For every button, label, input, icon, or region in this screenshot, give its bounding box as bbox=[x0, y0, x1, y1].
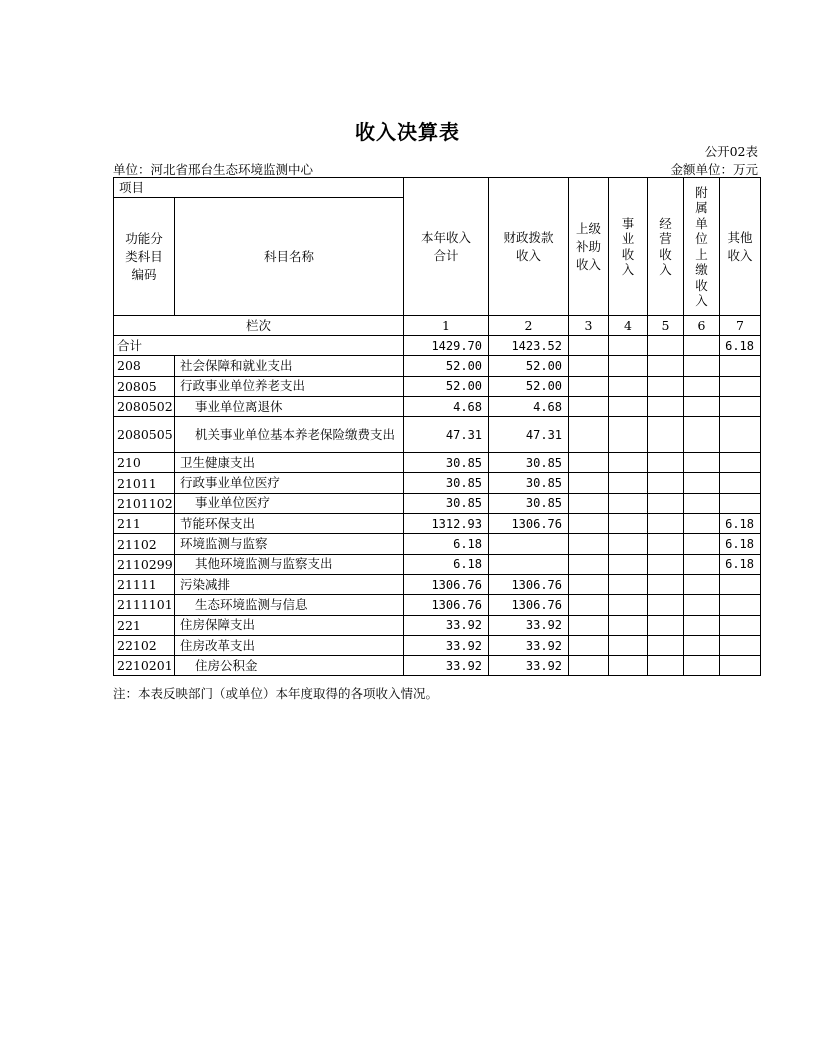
row-business bbox=[609, 615, 648, 635]
header-name: 科目名称 bbox=[175, 198, 404, 316]
table-row bbox=[114, 534, 761, 554]
row-code: 2210201 bbox=[114, 656, 175, 676]
row-business bbox=[609, 534, 648, 554]
row-superior bbox=[569, 615, 609, 635]
row-code: 221 bbox=[114, 615, 175, 635]
row-index-label: 栏次 bbox=[114, 316, 404, 336]
row-operating bbox=[648, 356, 684, 376]
row-operating bbox=[648, 635, 684, 655]
index-4: 4 bbox=[609, 316, 648, 336]
footnote: 注：本表反映部门（或单位）本年度取得的各项收入情况。 bbox=[113, 686, 439, 701]
row-total: 1306.76 bbox=[404, 595, 489, 615]
row-name: 机关事业单位基本养老保险缴费支出 bbox=[175, 417, 404, 453]
row-affiliate bbox=[684, 615, 720, 635]
row-other bbox=[720, 656, 761, 676]
row-name: 住房公积金 bbox=[175, 656, 404, 676]
table-row bbox=[114, 615, 761, 635]
row-other: 6.18 bbox=[720, 514, 761, 534]
row-total: 33.92 bbox=[404, 635, 489, 655]
row-operating bbox=[648, 595, 684, 615]
row-total: 47.31 bbox=[404, 417, 489, 453]
row-name: 污染减排 bbox=[175, 574, 404, 594]
row-total: 6.18 bbox=[404, 534, 489, 554]
table-row bbox=[114, 417, 761, 453]
row-other bbox=[720, 417, 761, 453]
row-operating bbox=[648, 493, 684, 513]
header-col2: 财政拨款收入 bbox=[489, 178, 569, 316]
row-superior bbox=[569, 417, 609, 453]
row-other bbox=[720, 595, 761, 615]
total-label: 合计 bbox=[114, 336, 404, 356]
row-total: 52.00 bbox=[404, 376, 489, 396]
row-operating bbox=[648, 514, 684, 534]
row-superior bbox=[569, 514, 609, 534]
row-code: 2111101 bbox=[114, 595, 175, 615]
row-other bbox=[720, 574, 761, 594]
row-affiliate bbox=[684, 417, 720, 453]
row-code: 22102 bbox=[114, 635, 175, 655]
row-code: 211 bbox=[114, 514, 175, 534]
row-name: 住房改革支出 bbox=[175, 635, 404, 655]
row-superior bbox=[569, 396, 609, 416]
total-row bbox=[114, 336, 761, 356]
table-row bbox=[114, 635, 761, 655]
total-sum: 1429.70 bbox=[404, 336, 489, 356]
income-table bbox=[113, 177, 761, 676]
row-other: 6.18 bbox=[720, 534, 761, 554]
row-code: 210 bbox=[114, 453, 175, 473]
row-superior bbox=[569, 554, 609, 574]
row-name: 事业单位医疗 bbox=[175, 493, 404, 513]
row-total: 30.85 bbox=[404, 453, 489, 473]
row-operating bbox=[648, 554, 684, 574]
table-row bbox=[114, 396, 761, 416]
row-code: 2080505 bbox=[114, 417, 175, 453]
row-total: 1312.93 bbox=[404, 514, 489, 534]
row-total: 30.85 bbox=[404, 493, 489, 513]
row-total: 30.85 bbox=[404, 473, 489, 493]
row-total: 4.68 bbox=[404, 396, 489, 416]
row-total: 33.92 bbox=[404, 656, 489, 676]
row-name: 行政事业单位医疗 bbox=[175, 473, 404, 493]
header-code: 功能分类科目编码 bbox=[114, 198, 175, 316]
header-col4: 事业收入 bbox=[609, 178, 648, 316]
row-affiliate bbox=[684, 554, 720, 574]
row-fiscal: 4.68 bbox=[489, 396, 569, 416]
row-name: 卫生健康支出 bbox=[175, 453, 404, 473]
row-name: 事业单位离退休 bbox=[175, 396, 404, 416]
row-operating bbox=[648, 417, 684, 453]
row-fiscal: 30.85 bbox=[489, 493, 569, 513]
row-fiscal bbox=[489, 534, 569, 554]
row-other bbox=[720, 493, 761, 513]
table-row bbox=[114, 656, 761, 676]
row-business bbox=[609, 453, 648, 473]
row-affiliate bbox=[684, 534, 720, 554]
index-2: 2 bbox=[489, 316, 569, 336]
row-operating bbox=[648, 473, 684, 493]
row-superior bbox=[569, 574, 609, 594]
row-code: 2110299 bbox=[114, 554, 175, 574]
row-superior bbox=[569, 635, 609, 655]
row-superior bbox=[569, 356, 609, 376]
table-row bbox=[114, 453, 761, 473]
row-operating bbox=[648, 534, 684, 554]
row-affiliate bbox=[684, 376, 720, 396]
row-affiliate bbox=[684, 635, 720, 655]
row-affiliate bbox=[684, 473, 720, 493]
header-col1: 本年收入合计 bbox=[404, 178, 489, 316]
row-fiscal: 30.85 bbox=[489, 473, 569, 493]
row-name: 社会保障和就业支出 bbox=[175, 356, 404, 376]
table-row bbox=[114, 493, 761, 513]
row-other: 6.18 bbox=[720, 554, 761, 574]
row-name: 节能环保支出 bbox=[175, 514, 404, 534]
row-operating bbox=[648, 396, 684, 416]
row-other bbox=[720, 473, 761, 493]
row-fiscal: 33.92 bbox=[489, 656, 569, 676]
row-affiliate bbox=[684, 453, 720, 473]
row-code: 2101102 bbox=[114, 493, 175, 513]
row-business bbox=[609, 595, 648, 615]
row-superior bbox=[569, 656, 609, 676]
row-business bbox=[609, 656, 648, 676]
header-col5: 经营收入 bbox=[648, 178, 684, 316]
row-fiscal: 33.92 bbox=[489, 635, 569, 655]
row-business bbox=[609, 396, 648, 416]
row-fiscal: 33.92 bbox=[489, 615, 569, 635]
row-fiscal: 47.31 bbox=[489, 417, 569, 453]
table-row bbox=[114, 376, 761, 396]
row-business bbox=[609, 635, 648, 655]
row-affiliate bbox=[684, 574, 720, 594]
row-business bbox=[609, 493, 648, 513]
row-total: 1306.76 bbox=[404, 574, 489, 594]
row-superior bbox=[569, 473, 609, 493]
index-7: 7 bbox=[720, 316, 761, 336]
header-item: 项目 bbox=[114, 178, 404, 198]
table-row bbox=[114, 595, 761, 615]
index-5: 5 bbox=[648, 316, 684, 336]
row-superior bbox=[569, 493, 609, 513]
row-code: 21111 bbox=[114, 574, 175, 594]
row-affiliate bbox=[684, 595, 720, 615]
row-affiliate bbox=[684, 514, 720, 534]
row-fiscal: 1306.76 bbox=[489, 514, 569, 534]
row-business bbox=[609, 356, 648, 376]
row-total: 6.18 bbox=[404, 554, 489, 574]
row-superior bbox=[569, 595, 609, 615]
total-fiscal: 1423.52 bbox=[489, 336, 569, 356]
row-other bbox=[720, 396, 761, 416]
row-name: 生态环境监测与信息 bbox=[175, 595, 404, 615]
row-other bbox=[720, 635, 761, 655]
row-other bbox=[720, 376, 761, 396]
row-operating bbox=[648, 453, 684, 473]
row-code: 208 bbox=[114, 356, 175, 376]
header-col3: 上级补助收入 bbox=[569, 178, 609, 316]
row-total: 52.00 bbox=[404, 356, 489, 376]
total-other: 6.18 bbox=[720, 336, 761, 356]
row-fiscal: 1306.76 bbox=[489, 595, 569, 615]
row-superior bbox=[569, 534, 609, 554]
row-other bbox=[720, 615, 761, 635]
table-row bbox=[114, 574, 761, 594]
row-superior bbox=[569, 453, 609, 473]
table-row bbox=[114, 356, 761, 376]
row-other bbox=[720, 453, 761, 473]
row-business bbox=[609, 574, 648, 594]
row-fiscal bbox=[489, 554, 569, 574]
row-affiliate bbox=[684, 656, 720, 676]
row-superior bbox=[569, 376, 609, 396]
row-other bbox=[720, 356, 761, 376]
row-code: 21102 bbox=[114, 534, 175, 554]
row-affiliate bbox=[684, 396, 720, 416]
row-operating bbox=[648, 574, 684, 594]
table-row bbox=[114, 514, 761, 534]
row-operating bbox=[648, 615, 684, 635]
row-business bbox=[609, 554, 648, 574]
row-code: 20805 bbox=[114, 376, 175, 396]
row-business bbox=[609, 473, 648, 493]
table-row bbox=[114, 473, 761, 493]
row-name: 其他环境监测与监察支出 bbox=[175, 554, 404, 574]
unit-label: 单位：河北省邢台生态环境监测中心 bbox=[113, 162, 314, 177]
row-total: 33.92 bbox=[404, 615, 489, 635]
row-fiscal: 30.85 bbox=[489, 453, 569, 473]
row-affiliate bbox=[684, 356, 720, 376]
row-name: 环境监测与监察 bbox=[175, 534, 404, 554]
table-row bbox=[114, 554, 761, 574]
row-name: 行政事业单位养老支出 bbox=[175, 376, 404, 396]
row-code: 21011 bbox=[114, 473, 175, 493]
index-1: 1 bbox=[404, 316, 489, 336]
form-number: 公开02表 bbox=[704, 144, 758, 159]
header-col7: 其他收入 bbox=[720, 178, 761, 316]
row-business bbox=[609, 417, 648, 453]
row-operating bbox=[648, 656, 684, 676]
row-operating bbox=[648, 376, 684, 396]
page-title: 收入决算表 bbox=[355, 120, 460, 144]
row-fiscal: 52.00 bbox=[489, 356, 569, 376]
row-code: 2080502 bbox=[114, 396, 175, 416]
amount-unit-label: 金额单位：万元 bbox=[670, 162, 758, 177]
index-6: 6 bbox=[684, 316, 720, 336]
row-name: 住房保障支出 bbox=[175, 615, 404, 635]
row-fiscal: 52.00 bbox=[489, 376, 569, 396]
row-affiliate bbox=[684, 493, 720, 513]
index-3: 3 bbox=[569, 316, 609, 336]
row-business bbox=[609, 514, 648, 534]
header-col6: 附属单位上缴收入 bbox=[684, 178, 720, 316]
row-business bbox=[609, 376, 648, 396]
row-fiscal: 1306.76 bbox=[489, 574, 569, 594]
